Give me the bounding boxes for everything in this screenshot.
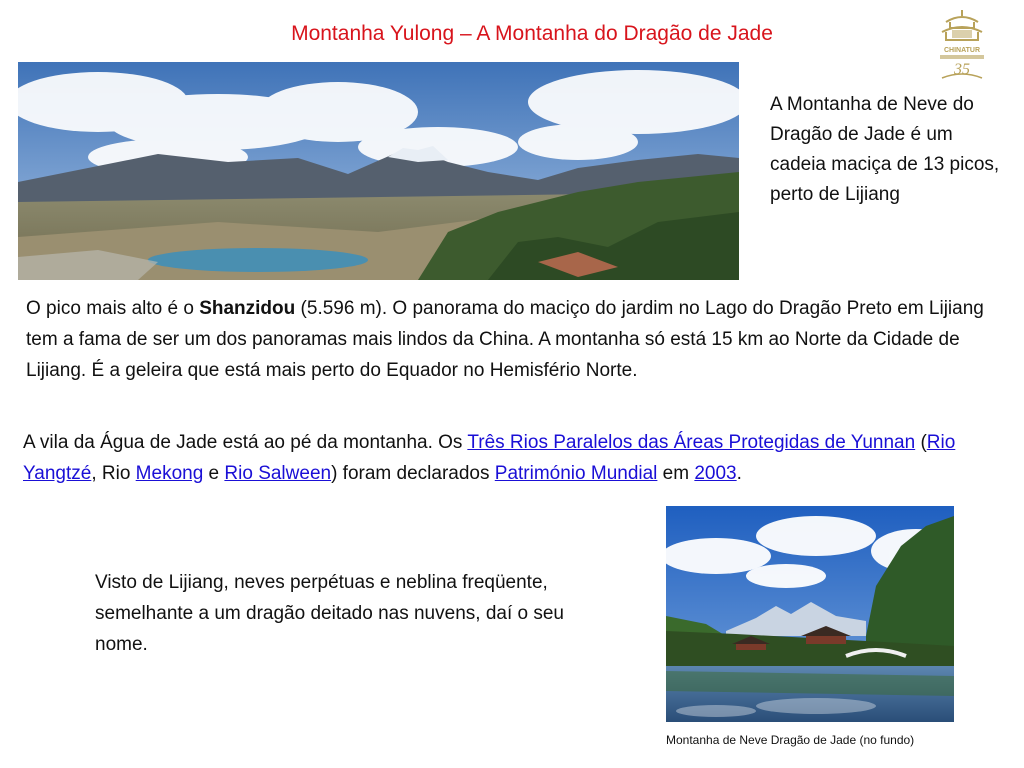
para1-text-after: (5.596 m). O panorama do maciço do jardim no Lago do Dragão Preto em Lijiang tem a fama de ser um dos panoramas mais lindos da China. A montanha só está 15 km ao Norte da Cidade de Lijiang. É a geleira que está mais perto do Equador no Hemisfério Norte. xyxy=(26,298,984,381)
para2-text-1: A vila da Água de Jade está ao pé da montanha. Os xyxy=(23,432,468,453)
para2-text-4: e xyxy=(203,463,225,484)
page-title: Montanha Yulong – A Montanha do Dragão de Jade xyxy=(291,22,773,45)
heritage-paragraph xyxy=(23,427,993,489)
para2-text-5: ) foram declarados xyxy=(331,463,495,484)
para2-text-7: . xyxy=(736,463,742,484)
link-three-parallel-rivers[interactable]: Três Rios Paralelos das Áreas Protegidas de Yunnan xyxy=(467,432,916,453)
link-world-heritage[interactable]: Património Mundial xyxy=(494,463,658,484)
black-dragon-pool-photo xyxy=(666,506,954,722)
intro-text: A Montanha de Neve do Dragão de Jade é um cadeia maciça de 13 picos, perto de Lijiang xyxy=(770,94,1000,205)
para2-text-3: , Rio xyxy=(91,463,136,484)
highest-peak-paragraph xyxy=(26,293,986,386)
link-mekong[interactable]: Mekong xyxy=(135,463,204,484)
link-yangtze[interactable]: Rio Yangtzé xyxy=(23,432,956,484)
para2-text-6: em xyxy=(657,463,695,484)
logo-number: 35 xyxy=(954,61,970,78)
name-origin-paragraph: Visto de Lijiang, neves perpétuas e neblina freqüente, semelhante a um dragão deitado nas nuvens, daí o seu nome. xyxy=(95,572,564,655)
para2-text-2: ( xyxy=(915,432,927,453)
peak-name: Shanzidou xyxy=(199,298,296,319)
logo-text: CHINATUR xyxy=(943,47,981,54)
mountain-panorama-photo xyxy=(18,62,739,280)
pagoda-logo-icon xyxy=(932,8,992,80)
photo-caption: Montanha de Neve Dragão de Jade (no fundo) xyxy=(666,733,915,747)
para1-text-before: O pico mais alto é o xyxy=(26,298,200,319)
link-salween[interactable]: Rio Salween xyxy=(224,463,332,484)
link-2003[interactable]: 2003 xyxy=(694,463,737,484)
